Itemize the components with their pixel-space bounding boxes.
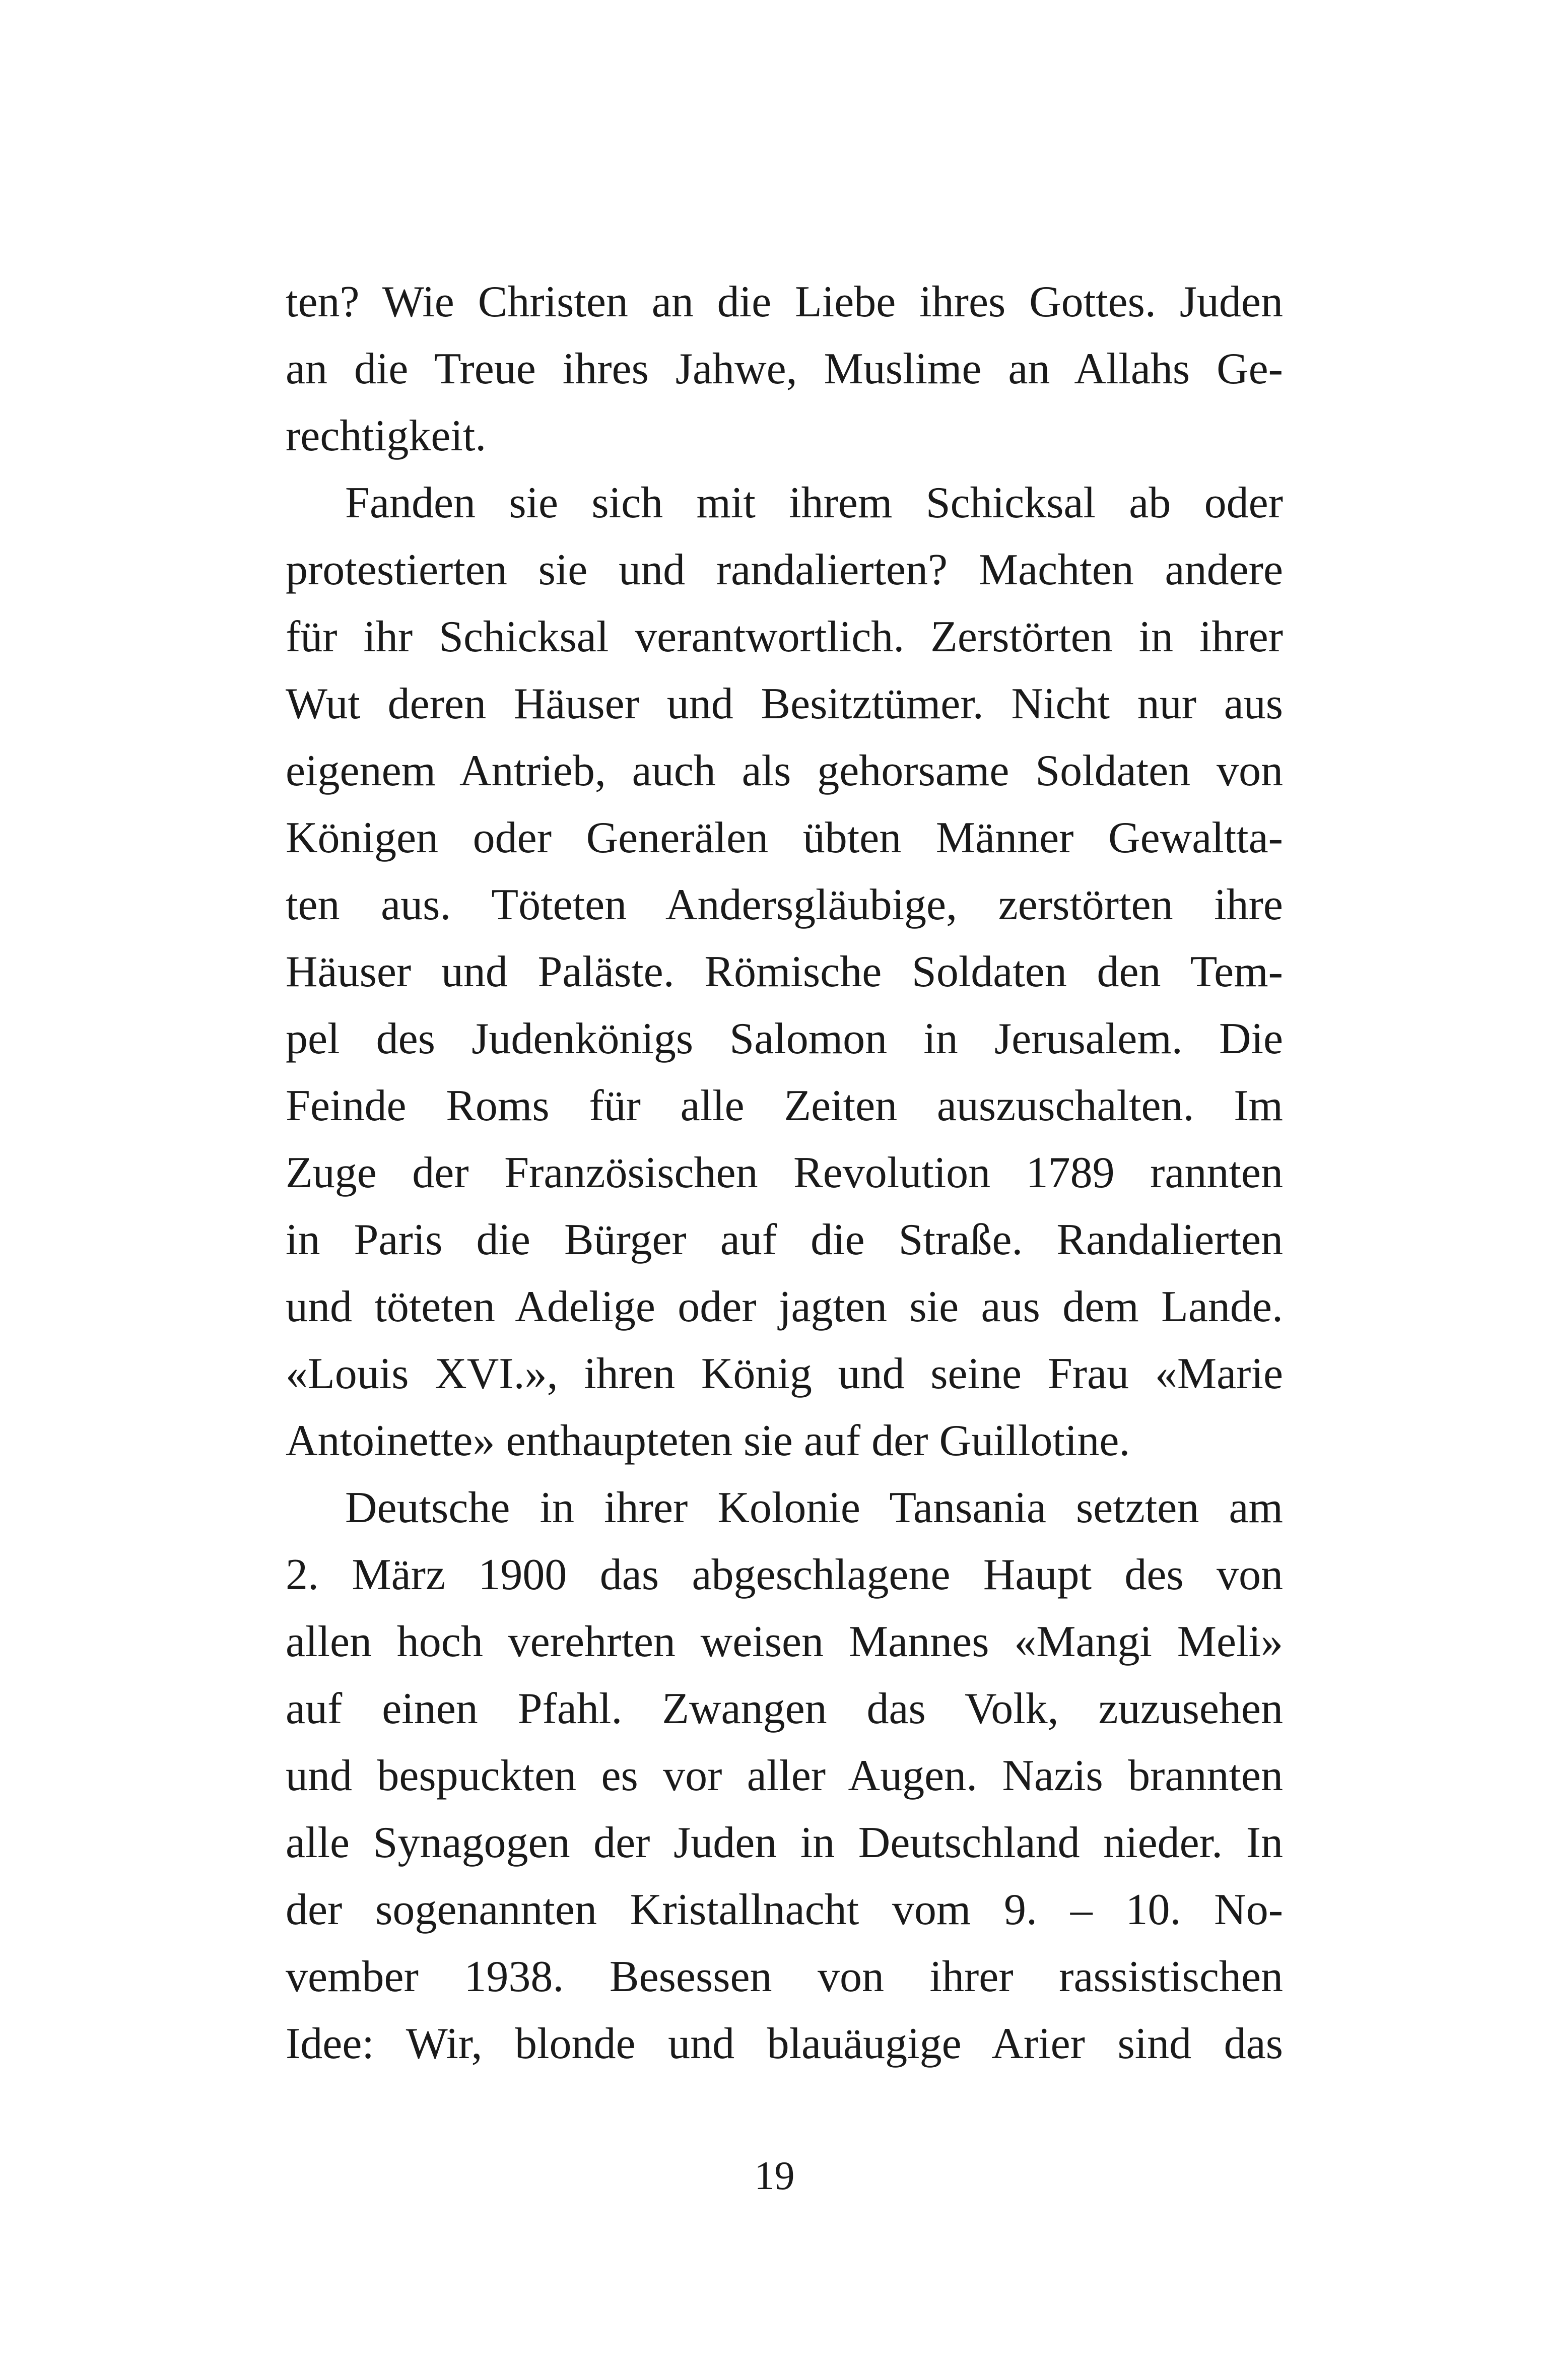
- text-line: der sogenannten Kristallnacht vom 9. – 10. No-: [286, 1885, 1283, 1934]
- text-line: rechtigkeit.: [286, 412, 487, 460]
- text-line: Fanden sie sich mit ihrem Schicksal ab oder: [345, 479, 1283, 527]
- text-line: Zuge der Französischen Revolution 1789 rannten: [286, 1148, 1283, 1197]
- text-line: an die Treue ihres Jahwe, Muslime an Allahs Ge-: [286, 345, 1283, 393]
- page-number: 19: [754, 2154, 795, 2198]
- text-line: Feinde Roms für alle Zeiten auszuschalten. Im: [286, 1081, 1283, 1130]
- text-line: Antoinette» enthaupteten sie auf der Guillotine.: [286, 1416, 1130, 1465]
- body-text: [286, 268, 1283, 2077]
- text-line: Wut deren Häuser und Besitztümer. Nicht nur aus: [286, 679, 1283, 728]
- text-line: vember 1938. Besessen von ihrer rassistischen: [286, 1952, 1283, 2001]
- text-line: Idee: Wir, blonde und blauäugige Arier sind das: [286, 2019, 1283, 2068]
- text-line: «Louis XVI.», ihren König und seine Frau «Marie: [286, 1349, 1283, 1398]
- text-line: Häuser und Paläste. Römische Soldaten den Tem-: [286, 947, 1283, 996]
- text-line: allen hoch verehrten weisen Mannes «Mangi Meli»: [286, 1617, 1283, 1666]
- text-line: pel des Judenkönigs Salomon in Jerusalem. Die: [286, 1014, 1283, 1063]
- text-line: und töteten Adelige oder jagten sie aus dem Lande.: [286, 1282, 1283, 1331]
- text-line: Königen oder Generälen übten Männer Gewaltta-: [286, 813, 1283, 862]
- text-line: eigenem Antrieb, auch als gehorsame Soldaten von: [286, 746, 1283, 795]
- text-line: für ihr Schicksal verantwortlich. Zerstörten in ihrer: [286, 613, 1283, 661]
- text-line: in Paris die Bürger auf die Straße. Randalierten: [286, 1215, 1283, 1264]
- text-line: auf einen Pfahl. Zwangen das Volk, zuzusehen: [286, 1684, 1283, 1733]
- text-line: ten aus. Töteten Andersgläubige, zerstörten ihre: [286, 880, 1283, 929]
- text-line: ten? Wie Christen an die Liebe ihres Gottes. Juden: [286, 278, 1283, 326]
- text-line: 2. März 1900 das abgeschlagene Haupt des von: [286, 1550, 1283, 1599]
- text-line: Deutsche in ihrer Kolonie Tansania setzten am: [345, 1483, 1283, 1532]
- text-line: und bespuckten es vor aller Augen. Nazis brannten: [286, 1751, 1283, 1800]
- text-line: protestierten sie und randalierten? Machten andere: [286, 546, 1283, 594]
- text-line: alle Synagogen der Juden in Deutschland nieder. In: [286, 1818, 1283, 1867]
